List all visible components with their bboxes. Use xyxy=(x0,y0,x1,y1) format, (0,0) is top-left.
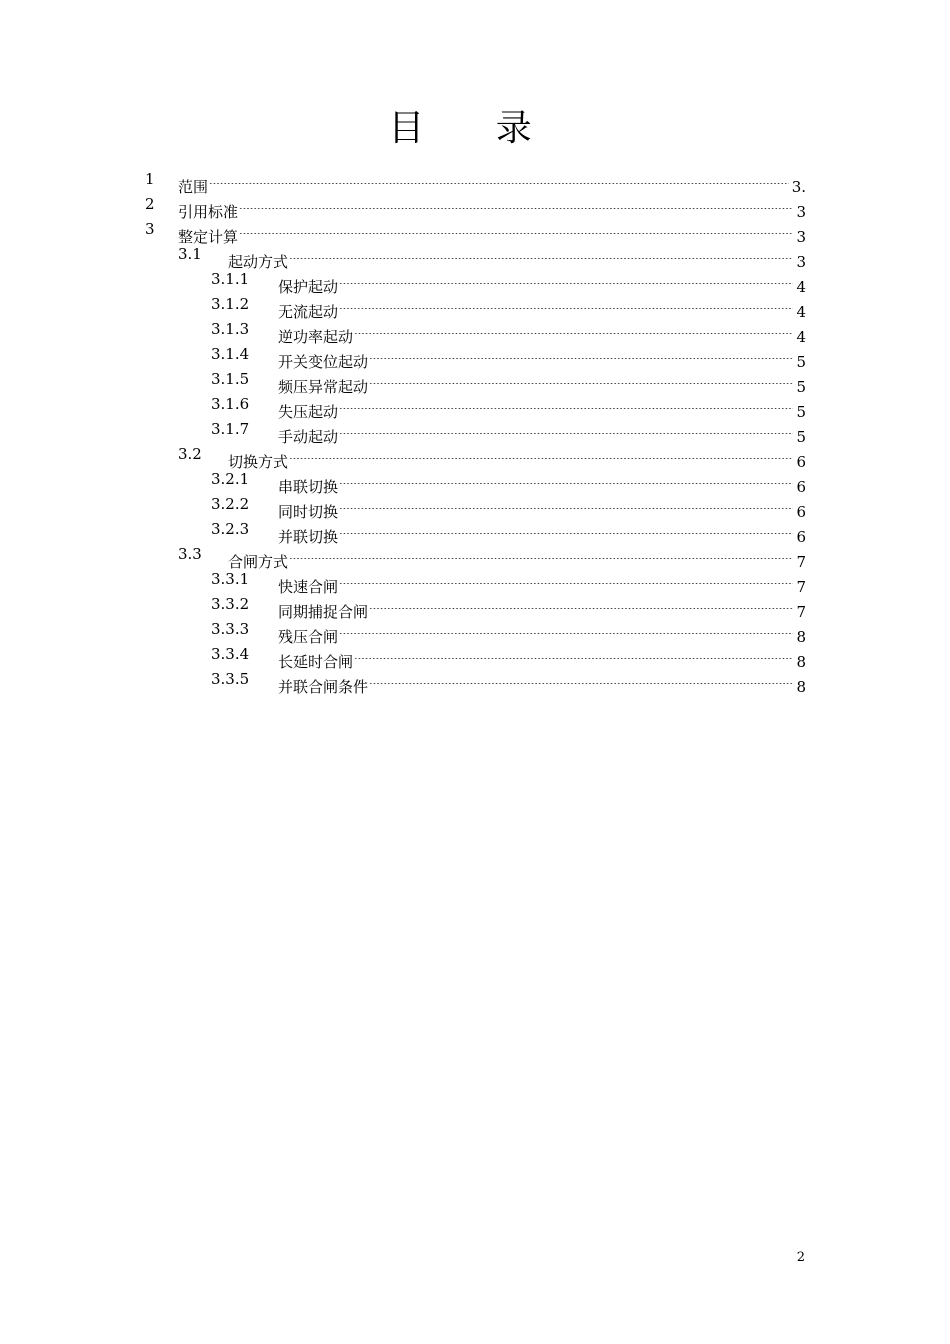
toc-entry-label: 整定计算 xyxy=(178,228,239,246)
toc-dot-leader xyxy=(209,167,789,192)
page-number: 2 xyxy=(796,1250,805,1265)
toc-entry[interactable] xyxy=(0,217,950,246)
toc-entry[interactable] xyxy=(0,192,950,221)
toc-dot-leader xyxy=(239,192,793,217)
toc-entry-page: 7 xyxy=(796,578,806,596)
toc-entry-label: 长延时合闸 xyxy=(278,653,354,671)
toc-entry-number: 3.1.1 xyxy=(211,270,250,288)
toc-entry[interactable] xyxy=(0,342,950,371)
toc-entry-page: 6 xyxy=(796,503,806,521)
toc-entry-number: 3.1.6 xyxy=(211,395,250,413)
toc-dot-leader xyxy=(339,492,793,517)
toc-dot-leader xyxy=(369,667,793,692)
toc-entry-number: 3.1.7 xyxy=(211,420,250,438)
toc-entry-number: 3.1.3 xyxy=(211,320,250,338)
toc-entry-number: 3.1 xyxy=(178,245,202,263)
toc-entry-label: 手动起动 xyxy=(278,428,339,446)
toc-dot-leader xyxy=(369,592,793,617)
toc-entry-label: 合闸方式 xyxy=(228,553,289,571)
toc-entry-page: 7 xyxy=(796,553,806,571)
toc-entry[interactable] xyxy=(0,492,950,521)
toc-dot-leader xyxy=(339,517,793,542)
toc-entry-page: 5 xyxy=(796,428,806,446)
toc-entry-label: 并联合闸条件 xyxy=(278,678,369,696)
toc-entry-number: 2 xyxy=(145,195,155,213)
toc-entry-page: 8 xyxy=(796,678,806,696)
toc-entry[interactable] xyxy=(0,617,950,646)
toc-entry-number: 3.3.2 xyxy=(211,595,250,613)
toc-entry-label: 保护起动 xyxy=(278,278,339,296)
toc-entry-label: 并联切换 xyxy=(278,528,339,546)
toc-entry-number: 3.3.4 xyxy=(211,645,250,663)
toc-entry-label: 范围 xyxy=(178,178,209,196)
toc-entry-page: 3 xyxy=(796,203,806,221)
toc-entry-label: 失压起动 xyxy=(278,403,339,421)
toc-entry-label: 快速合闸 xyxy=(278,578,339,596)
toc-entry[interactable] xyxy=(0,442,950,471)
toc-entry-page: 3 xyxy=(796,253,806,271)
toc-entry[interactable] xyxy=(0,592,950,621)
toc-entry-label: 频压异常起动 xyxy=(278,378,369,396)
toc-entry[interactable] xyxy=(0,467,950,496)
toc-title: 目 录 xyxy=(388,108,562,149)
toc-entry-label: 逆功率起动 xyxy=(278,328,354,346)
toc-dot-leader xyxy=(339,392,793,417)
toc-entry-number: 3 xyxy=(145,220,155,238)
toc-entry[interactable] xyxy=(0,642,950,671)
toc-entry-label: 开关变位起动 xyxy=(278,353,369,371)
toc-entry[interactable] xyxy=(0,542,950,571)
toc-dot-leader xyxy=(289,542,793,567)
toc-entry-page: 4 xyxy=(796,328,806,346)
toc-entry-page: 8 xyxy=(796,628,806,646)
toc-entry[interactable] xyxy=(0,567,950,596)
toc-entry-page: 3 xyxy=(796,228,806,246)
toc-entry-number: 3.2.1 xyxy=(211,470,250,488)
toc-entry-number: 3.3.5 xyxy=(211,670,250,688)
toc-dot-leader xyxy=(369,367,793,392)
toc-dot-leader xyxy=(339,292,793,317)
toc-dot-leader xyxy=(239,217,793,242)
toc-entry-page: 6 xyxy=(796,478,806,496)
toc-entry-label: 切换方式 xyxy=(228,453,289,471)
toc-dot-leader xyxy=(339,467,793,492)
toc-dot-leader xyxy=(339,567,793,592)
toc-entry-number: 3.3 xyxy=(178,545,202,563)
toc-entry[interactable] xyxy=(0,417,950,446)
toc-entry-page: 5 xyxy=(796,353,806,371)
toc-entry-page: 3. xyxy=(791,178,806,196)
toc-entry-page: 8 xyxy=(796,653,806,671)
toc-entry[interactable] xyxy=(0,267,950,296)
toc-entry-page: 7 xyxy=(796,603,806,621)
toc-entry-label: 串联切换 xyxy=(278,478,339,496)
toc-dot-leader xyxy=(289,242,793,267)
toc-entry-label: 无流起动 xyxy=(278,303,339,321)
toc-dot-leader xyxy=(354,317,793,342)
toc-entry-page: 5 xyxy=(796,403,806,421)
toc-entry-number: 3.3.1 xyxy=(211,570,250,588)
toc-entry-number: 1 xyxy=(145,170,155,188)
toc-dot-leader xyxy=(339,417,793,442)
toc-dot-leader xyxy=(339,617,793,642)
toc-entry-number: 3.1.2 xyxy=(211,295,250,313)
toc-entry-number: 3.1.4 xyxy=(211,345,250,363)
toc-entry-page: 4 xyxy=(796,278,806,296)
toc-entry-page: 6 xyxy=(796,453,806,471)
toc-entry-page: 6 xyxy=(796,528,806,546)
toc-dot-leader xyxy=(289,442,793,467)
toc-entry-number: 3.2 xyxy=(178,445,202,463)
toc-entry[interactable] xyxy=(0,392,950,421)
toc-entry[interactable] xyxy=(0,517,950,546)
toc-entry-number: 3.2.3 xyxy=(211,520,250,538)
toc-entry[interactable] xyxy=(0,667,950,696)
toc-entry-page: 5 xyxy=(796,378,806,396)
toc-entry-number: 3.1.5 xyxy=(211,370,250,388)
toc-entry-label: 同时切换 xyxy=(278,503,339,521)
toc-entry-page: 4 xyxy=(796,303,806,321)
toc-entry[interactable] xyxy=(0,367,950,396)
toc-dot-leader xyxy=(369,342,793,367)
toc-entry-number: 3.3.3 xyxy=(211,620,250,638)
toc-entry[interactable] xyxy=(0,317,950,346)
toc-dot-leader xyxy=(339,267,793,292)
toc-entry[interactable] xyxy=(0,292,950,321)
toc-entry-label: 起动方式 xyxy=(228,253,289,271)
toc-entry-line xyxy=(278,667,806,700)
toc-entry-number: 3.2.2 xyxy=(211,495,250,513)
toc-entry-label: 引用标准 xyxy=(178,203,239,221)
toc-entry-label: 同期捕捉合闸 xyxy=(278,603,369,621)
toc-dot-leader xyxy=(354,642,793,667)
toc-entry[interactable] xyxy=(0,242,950,271)
toc-entry[interactable] xyxy=(0,167,950,196)
toc-entry-label: 残压合闸 xyxy=(278,628,339,646)
